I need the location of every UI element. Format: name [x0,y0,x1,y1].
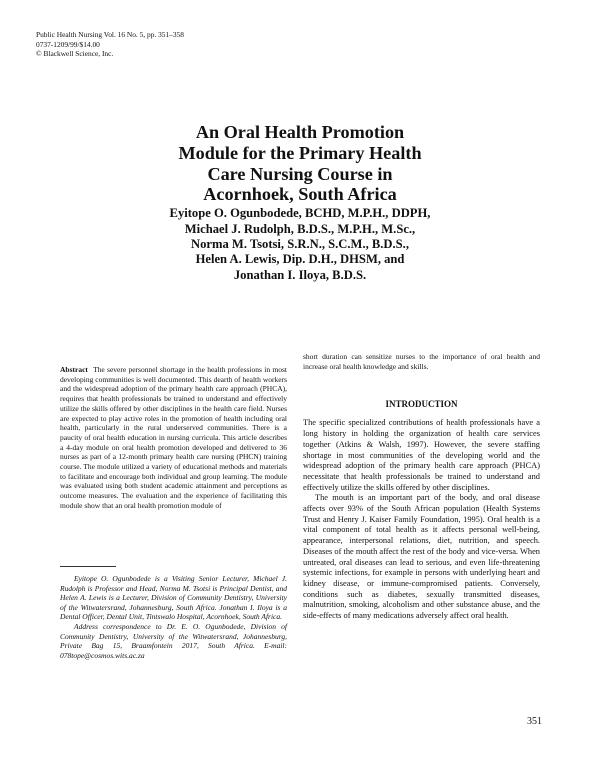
author-line: Norma M. Tsotsi, S.R.N., S.C.M., B.D.S., [191,237,409,251]
abstract-label: Abstract [60,365,88,374]
author-list [0,206,600,283]
title-line: Care Nursing Course in [207,163,393,184]
journal-header [36,30,184,59]
author-line: Michael J. Rudolph, B.D.S., M.P.H., M.Sc., [184,221,416,236]
introduction-paragraph: The mouth is an important part of the body, and oral disease affects over 93% of the South African population (Health Systems Trust and Henry J. Kaiser Family Foundation, 1995). Oral health is a vital component of total health as it affects personal well-being, appearance, interpersonal relations, diet, nutrition, and speech. Diseases of the mouth affect the rest of the body and vice-versa. When untreated, oral diseases can lead to serious, and even life-threatening systemic infections, for example in persons with underlying heart and kidney disease, or immune-compromised patients. Conversely, conditions such as diabetes, sexually transmitted diseases, malnutrition, smoking, alcoholism and other substance abuse, and the side-effects of many medications adversely affect oral health. [303,493,540,621]
copyright: © Blackwell Science, Inc. [36,49,114,59]
page-number: 351 [527,716,542,727]
title-line: Module for the Primary Health [178,142,422,163]
abstract [60,365,287,511]
journal-citation: Public Health Nursing Vol. 16 No. 5, pp. 351–358 [36,30,184,39]
title-block [0,122,600,283]
title-line: An Oral Health Promotion [195,122,405,142]
author-footnotes [60,574,287,660]
article-title [0,122,600,205]
author-line: Helen A. Lewis, Dip. D.H., DHSM, and [195,252,405,267]
correspondence-note: Address correspondence to Dr. E. O. Ogunbodede, Division of Community Dentistry, University of the Witwatersrand, Johannesburg, Private Bag 15, Braamfontein 2017, South Africa. E-mail: 078tope@cosmos.wits.ac.za [60,621,287,660]
author-line: Jonathan I. Iloya, B.D.S. [233,267,367,282]
abstract-text: The severe personnel shortage in the health professions in most developing communities is well documented. This dearth of health workers and the widespread adoption of the primary health care approach (PHCA), requires that health professionals be trained to understand and effectively utilize the skills offered by other disciplines in the health care field. Nurses are expected to play active roles in the promotion of health including oral health, particularly in the rural underserved communities. There is a paucity of oral health education in nursing curricula. This article describes a 4-day module on oral health promotion developed and delivered to 36 nurses as part of a 12-month primary health care nursing (PHCN) training course. The module utilized a variety of educational methods and materials to facilitate and encourage both individual and group learning. The module was evaluated using both student academic attainment and perceptions as outcome measures. The evaluation and the experience of facilitating this module show that an oral health promotion module of [60,365,287,510]
introduction-paragraph: The specific specialized contributions of health professionals have a long history in holding the organization of health care services together (Atkins & Walsh, 1997). However, the severe staffing shortage in most communities of the developing world and the widespread adoption of the primary health care approach (PHCA) necessitate that health professionals be trained to understand and effectively utilize the skills offered by other disciplines. [303,418,540,492]
footnote-divider [60,566,116,567]
title-line: Acornhoek, South Africa [203,184,397,205]
author-line: Eyitope O. Ogunbodede, BCHD, M.P.H., DDPH, [169,206,431,221]
left-column [60,365,287,511]
author-affiliations-note: Eyitope O. Ogunbodede is a Visiting Senior Lecturer, Michael J. Rudolph is Professor and Head, Norma M. Tsotsi is Principal Dentist, and Helen A. Lewis is a Lecturer, Division of Community Dentistry, University of the Witwatersrand, Johannesburg, South Africa. Jonathan I. Iloya is a Dental Officer, Dental Unit, Tintswalo Hospital, Acornhoek, South Africa. [60,574,287,622]
issn: 0737-1209/99/$14.00 [36,39,100,49]
abstract-continuation: short duration can sensitize nurses to the importance of oral health and increase oral health knowledge and skills. [303,352,540,371]
introduction-heading: INTRODUCTION [385,399,458,410]
right-column [303,352,540,622]
